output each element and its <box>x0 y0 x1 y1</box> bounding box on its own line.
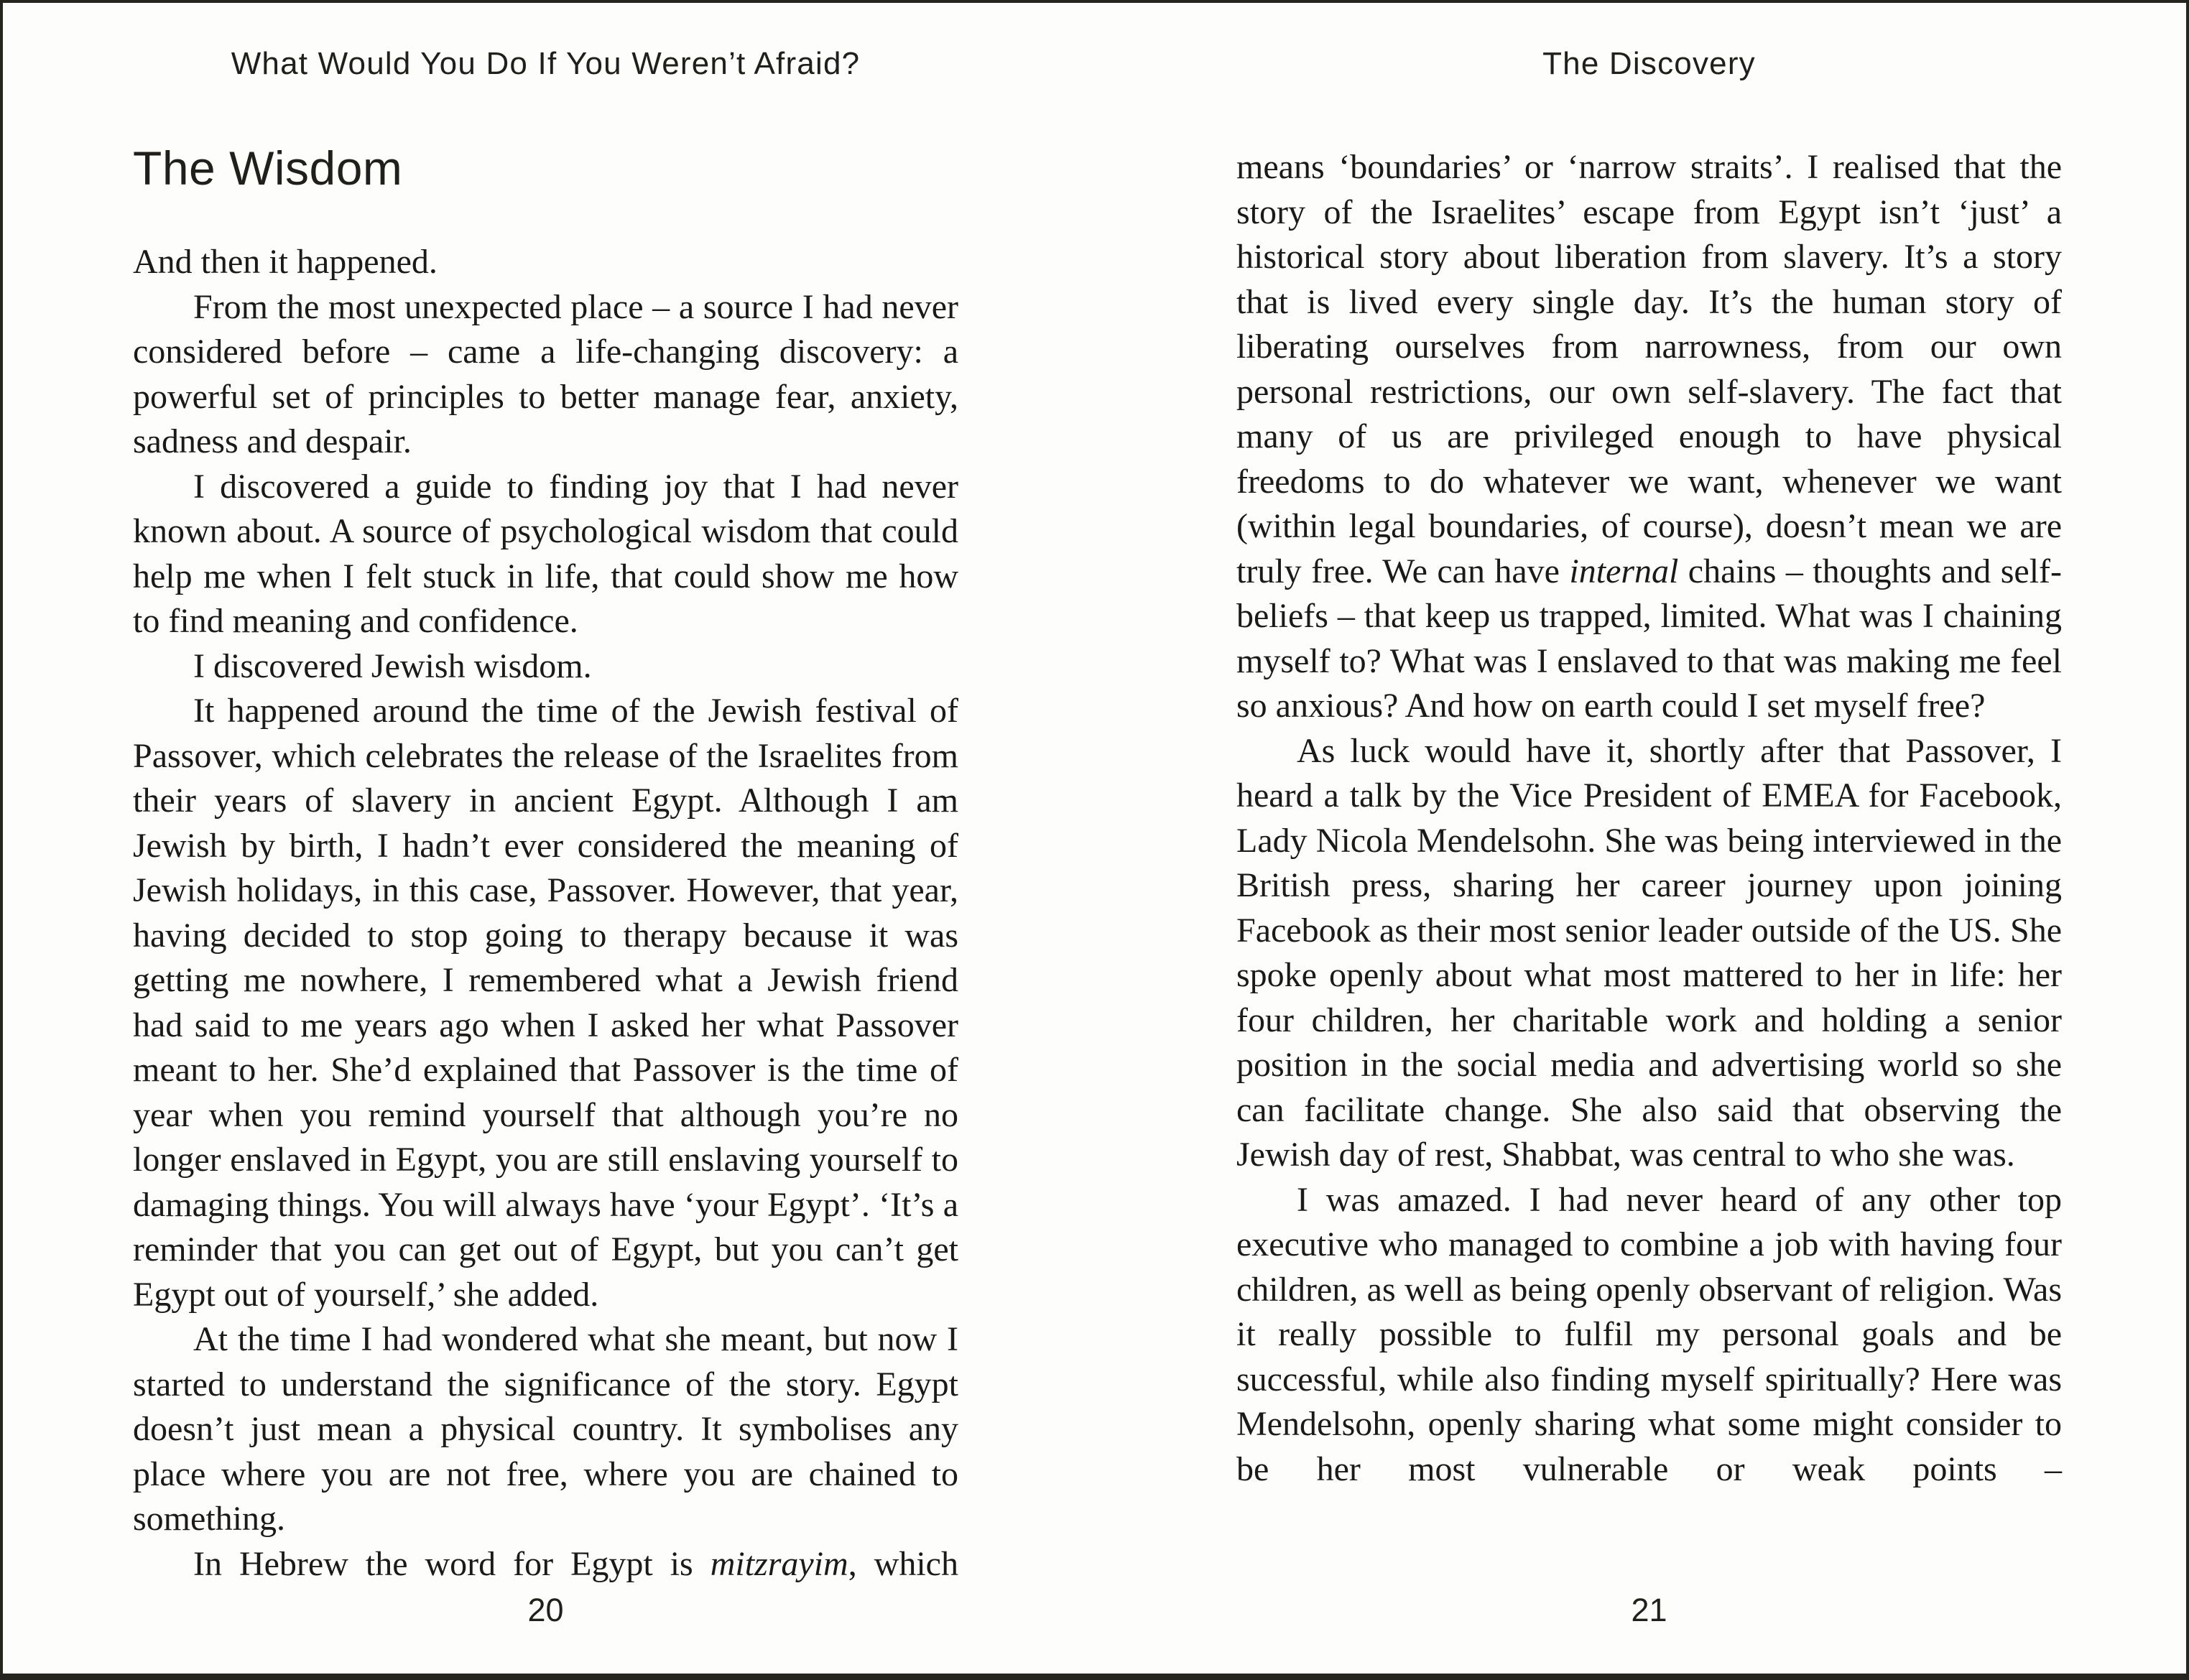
body-text-right <box>1236 145 2062 1492</box>
paragraph: From the most unexpected place – a source I had never considered before – came a life-changing discovery: a powerful set of principles to better manage fear, anxiety, sadness and despair. <box>133 287 958 460</box>
paragraph: And then it happened. <box>133 243 438 281</box>
paragraph: I discovered Jewish wisdom. <box>193 646 592 685</box>
paragraph: I discovered a guide to finding joy that I had never known about. A source of psychological wisdom that could help me when I felt stuck in life, that could show me how to find meaning and confidence. <box>133 467 958 640</box>
paragraph: means ‘boundaries’ or ‘narrow straits’. I realised that the story of the Israelites’ escape from Egypt isn’t ‘just’ a historical story about liberation from slavery. It’s a story that is lived every single day. It’s the human story of liberating ourselves from narrowness, from our own personal restrictions, our own self-slavery. The fact that many of us are privileged enough to have physical freedoms to do whatever we want, whenever we want (within legal boundaries, of course), doesn’t mean we are truly free. We can have internal chains – thoughts and self-beliefs – that keep us trapped, limited. What was I chaining myself to? What was I enslaved to that was making me feel so anxious? And how on earth could I set myself free? <box>1236 148 2062 725</box>
paragraph: As luck would have it, shortly after that Passover, I heard a talk by the Vice President of EMEA for Facebook, Lady Nicola Mendelsohn. She was being interviewed in the British press, sharing her career journey upon joining Facebook as their most senior leader outside of the US. She spoke openly about what most mattered to her in life: her four children, her charitable work and holding a senior position in the social media and advertising world so she can facilitate change. She also said that observing the Jewish day of rest, Shabbat, was central to who she was. <box>1236 731 2062 1174</box>
page-number-left: 20 <box>527 1592 564 1628</box>
section-title: The Wisdom <box>133 141 403 195</box>
paragraph: In Hebrew the word for Egypt is mitzrayim, which <box>193 1544 958 1583</box>
page-right <box>1236 3 2062 1674</box>
paragraph: I was amazed. I had never heard of any other top executive who managed to combine a job with having four children, as well as being openly observant of religion. Was it really possible to fulfil my personal goals and be successful, while also finding myself spiritually? Here was Mendelsohn, openly sharing what some might consider to be her most vulnerable or weak points – <box>1236 1180 2062 1488</box>
paragraph: It happened around the time of the Jewish festival of Passover, which celebrates the release of the Israelites from their years of slavery in ancient Egypt. Although I am Jewish by birth, I hadn’t ever considered the meaning of Jewish holidays, in this case, Passover. However, that year, having decided to stop going to therapy because it was getting me nowhere, I remembered what a Jewish friend had said to me years ago when I asked her what Passover meant to her. She’d explained that Passover is the time of year when you remind yourself that although you’re no longer enslaved in Egypt, you are still enslaving yourself to damaging things. You will always have ‘your Egypt’. ‘It’s a reminder that you can get out of Egypt, but you can’t get Egypt out of yourself,’ she added. <box>133 692 958 1314</box>
page-left <box>133 3 958 1674</box>
running-head-right: The Discovery <box>1542 46 1756 81</box>
page-number-right: 21 <box>1631 1592 1667 1628</box>
running-head-left: What Would You Do If You Weren’t Afraid? <box>231 46 861 81</box>
paragraph: At the time I had wondered what she meant, but now I started to understand the significance of the story. Egypt doesn’t just mean a physical country. It symbolises any place where you are not free, where you are chained to something. <box>133 1320 958 1538</box>
body-text-left <box>133 240 958 1587</box>
